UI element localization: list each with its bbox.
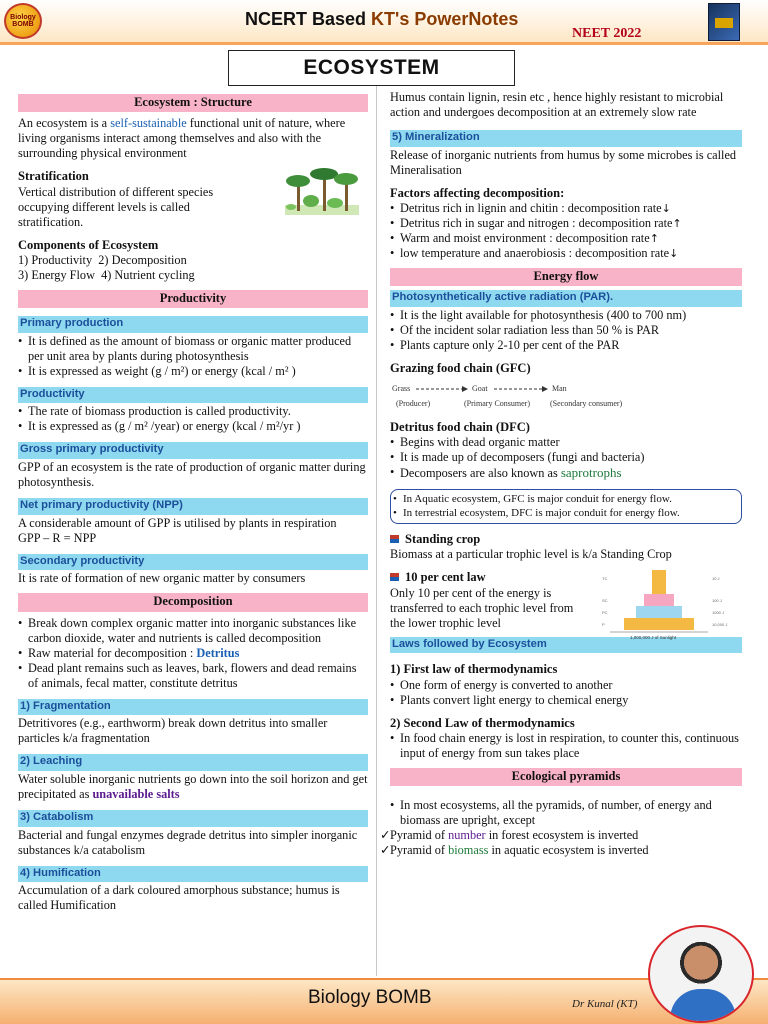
author-photo-avatar — [648, 925, 754, 1023]
list-item: • It is expressed as weight (g / m²) or energy (kcal / m² ) — [18, 364, 368, 379]
dfc-list — [390, 435, 742, 481]
chain-role-producer: (Producer) — [396, 399, 431, 409]
chain-node-grass: Grass — [392, 384, 411, 394]
leaching-text — [18, 772, 368, 802]
decrease-arrow-icon: ↓ — [669, 246, 679, 260]
header-title-brand: KT's PowerNotes — [371, 9, 519, 29]
ecosystem-definition — [18, 116, 368, 161]
svg-text:PC: PC — [602, 609, 608, 615]
grazing-food-chain-diagram — [390, 380, 742, 418]
footer-title: Biology BOMB — [308, 987, 432, 1008]
list-item: • Begins with dead organic matter — [390, 435, 742, 450]
factors-title: Factors affecting decomposition: — [390, 185, 565, 200]
forest-strata-illustration-icon — [283, 165, 361, 223]
biology-bomb-logo — [4, 3, 42, 39]
list-item: • Break down complex organic matter into inorganic substances like carbon dioxide, water and nutrients is called decomposition — [18, 616, 368, 646]
gfc-title: Grazing food chain (GFC) — [390, 360, 531, 375]
primary-production-list — [18, 334, 368, 379]
list-item: • It is defined as the amount of biomass or organic matter produced per unit area by plants during photosynthesis — [18, 334, 368, 364]
chain-role-primary: (Primary Consumer) — [464, 399, 530, 409]
section-heading-ecological-pyramids: Ecological pyramids — [390, 768, 742, 786]
header-title-prefix: NCERT Based — [245, 9, 367, 29]
stratification-text: Vertical distribution of different species occupying different levels is called stratification. — [18, 184, 214, 229]
check-post: in aquatic ecosystem is inverted — [491, 843, 649, 858]
standing-crop-title-text: Standing crop — [405, 532, 481, 547]
list-item: • It is the light available for photosynthesis (400 to 700 nm) — [390, 308, 742, 323]
page-title: ECOSYSTEM — [228, 50, 515, 86]
par-title: Photosynthetically active radiation (PAR). — [390, 290, 742, 307]
svg-text:100 J: 100 J — [712, 597, 722, 603]
chain-node-man: Man — [552, 384, 567, 394]
svg-text:10 J: 10 J — [712, 575, 720, 581]
ten-percent-text: Only 10 per cent of the energy is transferred to each trophic level from the lower trophic level — [390, 585, 574, 630]
header-divider — [0, 42, 768, 45]
standing-crop-title — [390, 532, 742, 547]
list-item: • In food chain energy is lost in respiration, to counter this, continuous input of energy from sun takes place — [390, 731, 742, 761]
first-law-list — [390, 678, 742, 708]
humification-text: Accumulation of a dark coloured amorphous substance; humus is called Humification — [18, 883, 340, 913]
decomposition-list — [18, 616, 368, 691]
chain-node-goat: Goat — [472, 384, 488, 394]
energy-pyramid-icon — [600, 568, 740, 648]
section-heading-energy-flow: Energy flow — [390, 268, 742, 286]
list-item: • Of the incident solar radiation less than 50 % is PAR — [390, 323, 742, 338]
factor-text: Warm and moist environment : decomposition rate — [400, 230, 650, 245]
detritus-highlight: Detritus — [196, 645, 240, 660]
svg-text:TC: TC — [602, 575, 608, 581]
catabolism-title: 3) Catabolism — [18, 810, 368, 827]
unavailable-salts-highlight: unavailable salts — [92, 786, 180, 801]
list-item: • It is made up of decomposers (fungi and bacteria) — [390, 450, 742, 465]
factor-text: Detritus rich in sugar and nitrogen : decomposition rate — [400, 215, 673, 230]
components-line-1: 1) Productivity 2) Decomposition — [18, 252, 187, 267]
list-item — [390, 231, 742, 246]
stratification-title: Stratification — [18, 169, 89, 184]
intro-highlight: self-sustainable — [110, 116, 187, 131]
list-item — [390, 246, 742, 261]
gpp-text: GPP of an ecosystem is the rate of production of organic matter during photosynthesis. — [18, 459, 366, 489]
primary-production-title: Primary production — [18, 316, 368, 333]
intro-post: functional unit of nature, where living organisms interact among themselves and also with the surrounding physical environment — [18, 116, 346, 161]
first-law-title: 1) First law of thermodynamics — [390, 662, 558, 677]
npp-text-body: A considerable amount of GPP is utilised by plants in respiration — [18, 515, 337, 530]
list-item: • One form of energy is converted to another — [390, 678, 742, 693]
increase-arrow-icon: ↑ — [649, 231, 659, 245]
humification-title: 4) Humification — [18, 866, 368, 883]
secondary-productivity-title: Secondary productivity — [18, 554, 368, 571]
chain-role-secondary: (Secondary consumer) — [550, 399, 623, 409]
list-item: • The rate of biomass production is called productivity. — [18, 404, 368, 419]
list-item — [390, 216, 742, 231]
section-heading-decomposition: Decomposition — [18, 593, 368, 611]
list-item: • Dead plant remains such as leaves, bark, flowers and dead remains of animals, fecal matter, constitute detritus — [18, 661, 368, 691]
ten-percent-title-text: 10 per cent law — [405, 570, 486, 585]
increase-arrow-icon: ↑ — [672, 216, 682, 230]
pyramids-check-list — [380, 828, 742, 858]
list-item: • In most ecosystems, all the pyramids, of number, of energy and biomass are upright, except — [390, 798, 740, 828]
leaching-title: 2) Leaching — [18, 754, 368, 771]
list-item: • It is expressed as (g / m² /year) or energy (kcal / m²/yr ) — [18, 419, 368, 434]
conduit-note-box — [390, 489, 742, 524]
factors-title-text: Factors affecting decomposition — [390, 185, 561, 200]
svg-text:P: P — [602, 621, 605, 627]
components-title: Components of Ecosystem — [18, 237, 159, 252]
saprotrophs-highlight: saprotrophs — [560, 465, 622, 481]
humus-text: Humus contain lignin, resin etc , hence highly resistant to microbial action and undergoes decomposition at an extremely slow rate — [390, 90, 724, 119]
book-cover-icon — [708, 3, 740, 41]
productivity-list — [18, 404, 368, 434]
list-item: • In terrestrial ecosystem, DFC is major conduit for energy flow. — [393, 507, 735, 520]
dfc-title: Detritus food chain (DFC) — [390, 420, 530, 435]
section-heading-structure: Ecosystem : Structure — [18, 94, 368, 112]
stratification-block — [18, 169, 368, 229]
productivity-title: Productivity — [18, 387, 368, 404]
mineralization-title: 5) Mineralization — [390, 130, 742, 147]
leaching-text-body: Water soluble inorganic nutrients go down into the soil horizon and get precipitated as — [18, 771, 368, 801]
book-bullet-icon — [390, 535, 399, 543]
par-list — [390, 308, 742, 353]
second-law-list — [390, 731, 742, 761]
fragmentation-text: Detritivores (e.g., earthworm) break down detritus into smaller particles k/a fragmentation — [18, 716, 328, 746]
components-line-2: 3) Energy Flow 4) Nutrient cycling — [18, 267, 195, 282]
list-item — [390, 201, 742, 216]
pyramids-list — [390, 798, 742, 828]
npp-formula: GPP – R = NPP — [18, 530, 97, 545]
biomass-highlight: biomass — [448, 843, 489, 858]
right-column — [390, 90, 742, 858]
list-item — [18, 646, 368, 661]
fragmentation-title: 1) Fragmentation — [18, 699, 368, 716]
catabolism-text: Bacterial and fungal enzymes degrade detritus into simpler inorganic substances k/a catabolism — [18, 827, 358, 857]
column-divider — [376, 86, 377, 976]
factors-list — [390, 201, 742, 261]
standing-crop-text: Biomass at a particular trophic level is k/a Standing Crop — [390, 547, 672, 562]
check-pre: Pyramid of — [390, 828, 445, 843]
factor-text: Detritus rich in lignin and chitin : decomposition rate — [400, 200, 662, 215]
laws-title: Laws followed by Ecosystem — [390, 637, 742, 654]
npp-title: Net primary productivity (NPP) — [18, 498, 368, 515]
logo-text: Biology BOMB — [10, 14, 36, 28]
exam-label: NEET 2022 — [572, 26, 642, 41]
decrease-arrow-icon: ↓ — [661, 201, 671, 215]
section-heading-productivity: Productivity — [18, 290, 368, 308]
footer-signature: Dr Kunal (KT) — [572, 998, 638, 1010]
number-highlight: number — [448, 828, 486, 843]
list-item — [390, 465, 742, 481]
list-item: • Plants capture only 2-10 per cent of the PAR — [390, 338, 742, 353]
svg-text:10,000 J: 10,000 J — [712, 621, 728, 627]
pyramid-base-label: 1,000,000 J of Sunlight — [630, 634, 677, 640]
raw-material-label: Raw material for decomposition : — [28, 645, 194, 660]
mineralization-text: Release of inorganic nutrients from humus by some microbes is called Mineralisation — [390, 147, 737, 177]
list-item: • Plants convert light energy to chemical energy — [390, 693, 742, 708]
check-post: in forest ecosystem is inverted — [488, 828, 639, 843]
second-law-title: 2) Second Law of thermodynamics — [390, 715, 575, 730]
list-item: • In Aquatic ecosystem, GFC is major conduit for energy flow. — [393, 493, 735, 506]
svg-text:SC: SC — [602, 597, 608, 603]
svg-text:1000 J: 1000 J — [712, 609, 725, 615]
book-bullet-icon — [390, 573, 399, 581]
header-title — [245, 9, 518, 31]
left-column — [18, 91, 368, 913]
npp-text — [18, 516, 368, 546]
secondary-productivity-text: It is rate of formation of new organic matter by consumers — [18, 571, 306, 586]
check-item — [380, 843, 742, 858]
gpp-title: Gross primary productivity — [18, 442, 368, 459]
check-item — [380, 828, 742, 843]
check-pre: Pyramid of — [390, 843, 445, 858]
intro-pre: An ecosystem is a — [18, 116, 108, 131]
factor-text: low temperature and anaerobiosis : decomposition rate — [400, 245, 670, 260]
decomposers-label: Decomposers are also known as — [400, 466, 558, 481]
